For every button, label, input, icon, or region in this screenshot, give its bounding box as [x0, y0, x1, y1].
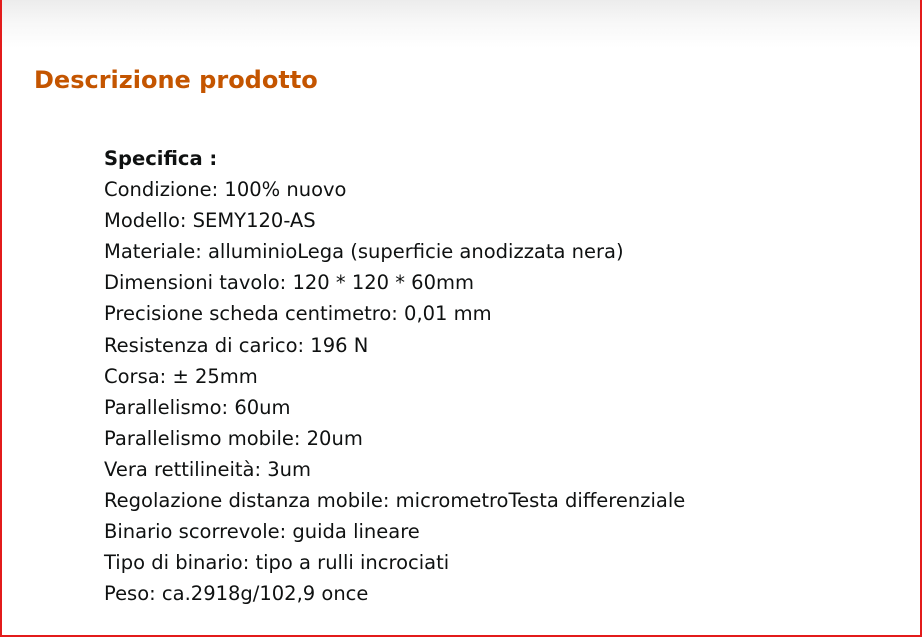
spec-line-slide-rail: Binario scorrevole: guida lineare [104, 520, 420, 544]
spec-list [104, 143, 884, 609]
spec-line-rail-type: Tipo di binario: tipo a rulli incrociati [104, 551, 450, 575]
spec-line-distance-adjustment: Regolazione distanza mobile: micrometroTesta differenziale [104, 489, 686, 513]
spec-heading: Specifica : [104, 147, 218, 170]
spec-line-load-resistance: Resistenza di carico: 196 N [104, 333, 369, 357]
spec-line-precision: Precisione scheda centimetro: 0,01 mm [104, 302, 492, 326]
spec-line-weight: Peso: ca.2918g/102,9 once [104, 582, 369, 606]
spec-line-moving-parallelism: Parallelismo mobile: 20um [104, 426, 363, 450]
spec-line-straightness: Vera rettilineità: 3um [104, 457, 312, 481]
spec-line-table-dimensions: Dimensioni tavolo: 120 * 120 * 60mm [104, 271, 474, 295]
spec-line-condition: Condizione: 100% nuovo [104, 178, 347, 202]
section-title: Descrizione prodotto [34, 66, 318, 94]
spec-line-parallelism: Parallelismo: 60um [104, 395, 291, 419]
spec-line-stroke: Corsa: ± 25mm [104, 364, 258, 388]
spec-line-model: Modello: SEMY120-AS [104, 209, 316, 233]
spec-line-material: Materiale: alluminioLega (superficie anodizzata nera) [104, 240, 624, 264]
